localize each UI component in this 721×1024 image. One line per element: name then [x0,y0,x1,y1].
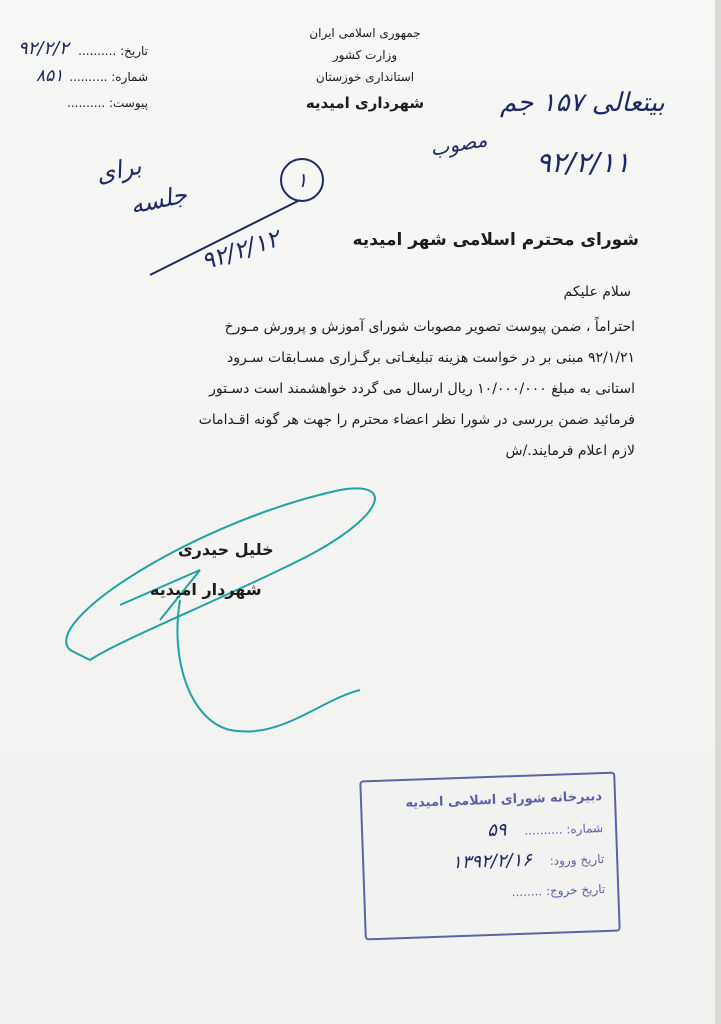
annotation-top-right-line1: بیتعالی ۱۵۷ جم [500,88,665,118]
handwritten-date: ۹۲/۲/۲ [18,38,69,59]
letterhead-republic: جمهوری اسلامی ایران [309,26,421,40]
annotation-top-right-line2: ۹۲/۲/۱۱ [536,146,631,179]
body-line: استانی به مبلغ ۱۰/۰۰۰/۰۰۰ ریال ارسال می گردد خواهشمند است دسـتور [209,381,635,397]
handwritten-number: ۸۵۱ [36,66,64,86]
greeting: سلام علیکم [563,284,631,300]
signature-loop [66,488,375,660]
letterhead-ministry: وزارت کشور [332,48,398,62]
stamp-entry-value: ۱۳۹۲/۲/۱۶ [451,849,533,874]
stamp-number-label: شماره: .......... [524,821,604,838]
letterhead-governorate: استانداری خوزستان [315,70,415,84]
letterhead-municipality: شهرداری امیدیه [305,94,425,112]
letter-body [75,312,635,467]
number-label: شماره: .......... [69,70,148,84]
annotation-left-note1: برای [93,151,144,189]
stamp-entry-label: تاریخ ورود: [549,852,605,868]
circled-number: ۱ [280,158,324,202]
recipient: شورای محترم اسلامی شهر امیدیه [352,230,639,250]
stamp-number-value: ۵۹ [486,819,507,842]
body-line: فرمائید ضمن بررسی در شورا نظر اعضاء محترم را جهت هر گونه اقـدامات [198,412,635,428]
body-line: لازم اعلام فرمایند./ش [505,443,635,459]
registration-stamp [359,772,620,941]
body-line: ۹۲/۱/۲۱ مبنی بر در خواست هزینه تبلیغـاتی برگـزاری مسـابقات سـرود [226,350,635,366]
annotation-left-date: ۹۲/۲/۱۲ [197,224,283,276]
signatory-name: خلیل حیدری [178,540,274,559]
annotation-approved: مصوب [428,127,489,161]
stamp-title: دبیرخانه شورای اسلامی امیدیه [405,789,603,811]
signatory-title: شهردار امیدیه [150,580,262,599]
signature-tail [177,600,360,732]
annotation-left-note2: جلسه [127,180,190,220]
date-label: تاریخ: .......... [78,44,148,58]
annotation-slash-stroke [150,200,300,275]
body-line: احتراماً ، ضمن پیوست تصویر مصوبات شورای آموزش و پرورش مـورخ [224,319,635,335]
attachment-label: پیوست: .......... [67,96,148,110]
stamp-exit-label: تاریخ خروج: ........ [511,882,606,900]
